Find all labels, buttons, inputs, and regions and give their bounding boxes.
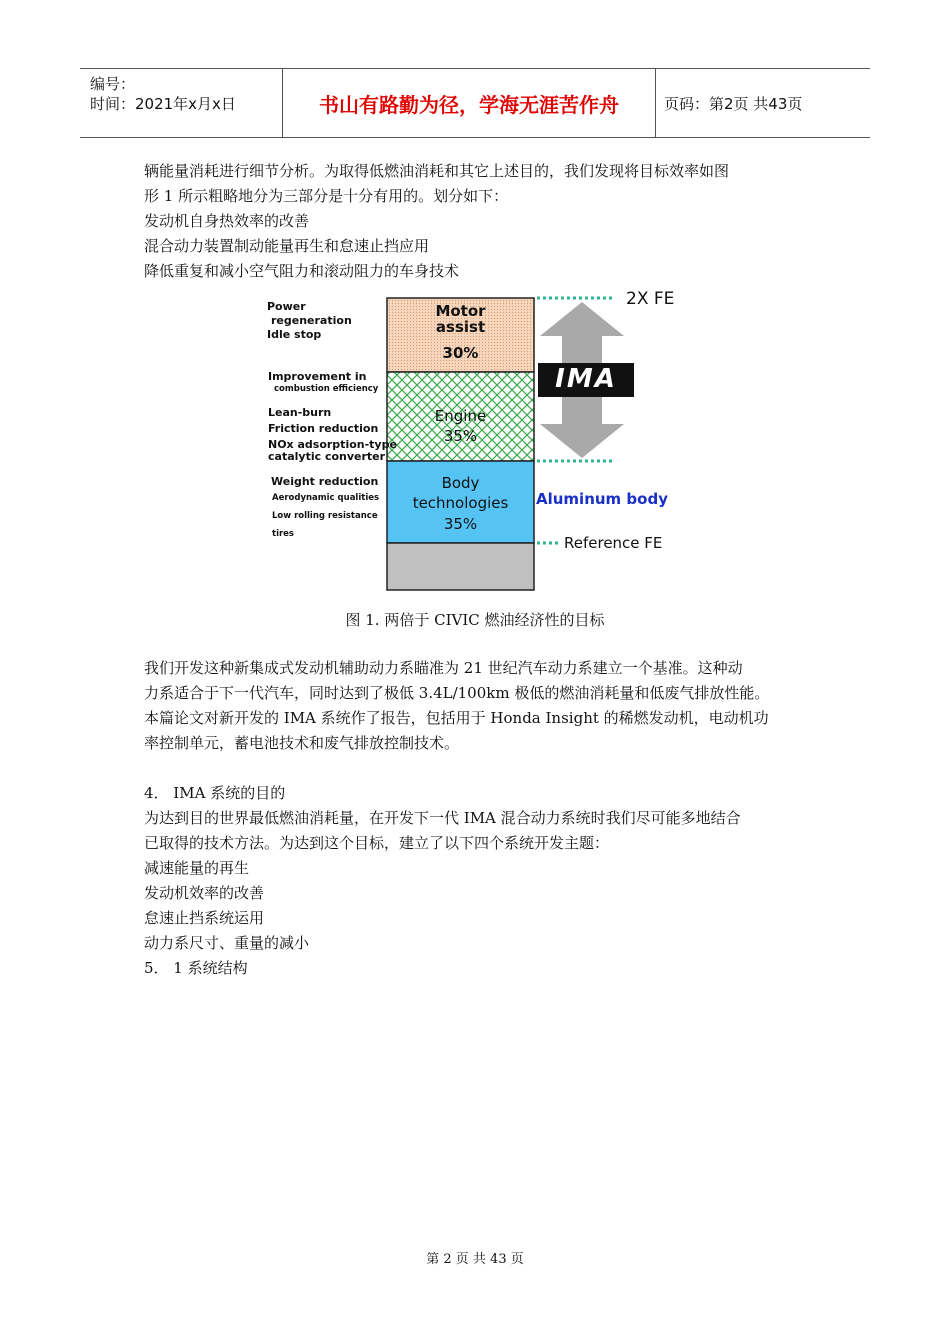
ima-logo: IMA <box>555 364 617 394</box>
left-label: Idle stop <box>267 328 322 341</box>
left-label: Weight reduction <box>271 475 379 488</box>
reference-fe-label: Reference FE <box>564 534 663 552</box>
base-segment <box>387 543 534 590</box>
engine-title: Engine <box>434 407 487 425</box>
section-heading: 5． 1 系统结构 <box>144 959 248 977</box>
left-label: Friction reduction <box>268 422 379 435</box>
intro-line: 发动机自身热效率的改善 <box>144 212 310 230</box>
aluminum-body-label: Aluminum body <box>536 490 668 508</box>
list-item: 发动机效率的改善 <box>144 884 265 902</box>
left-label: NOx adsorption-type <box>268 438 397 451</box>
body-line: 为达到目的世界最低燃油消耗量，在开发下一代 IMA 混合动力系统时我们尽可能多地结合 <box>144 809 741 827</box>
page-footer: 第 2 页 共 43 页 <box>426 1252 524 1267</box>
body-line: 本篇论文对新开发的 IMA 系统作了报告，包括用于 Honda Insight 的稀燃发动机，电动机功 <box>144 709 769 727</box>
left-label: catalytic converter <box>268 450 386 463</box>
intro-line: 降低重复和减小空气阻力和滚动阻力的车身技术 <box>144 262 460 280</box>
body-pct: 35% <box>443 515 478 533</box>
list-item: 动力系尺寸、重量的减小 <box>144 934 310 952</box>
left-label: regeneration <box>271 314 352 327</box>
page-header <box>80 68 870 138</box>
header-motto: 书山有路勤为径，学海无涯苦作舟 <box>283 69 656 137</box>
body-line: 已取得的技术方法。为达到这个目标，建立了以下四个系统开发主题： <box>144 834 610 852</box>
header-page-info: 页码：第2页 共43页 <box>664 95 803 113</box>
body-title: Body <box>441 474 480 492</box>
2x-fe-label: 2X FE <box>626 289 675 309</box>
figure-caption: 图 1. 两倍于 CIVIC 燃油经济性的目标 <box>345 611 605 629</box>
intro-line: 辆能量消耗进行细节分析。为取得低燃油消耗和其它上述目的，我们发现将目标效率如图 <box>144 162 730 180</box>
left-label: Lean-burn <box>268 406 332 419</box>
motor-pct: 30% <box>442 344 479 362</box>
left-label: Power <box>267 300 306 313</box>
header-left-cell <box>80 69 283 137</box>
intro-line: 形 1 所示粗略地分为三部分是十分有用的。划分如下： <box>144 187 509 205</box>
engine-pct: 35% <box>443 427 478 445</box>
left-label: Aerodynamic qualities <box>272 493 380 503</box>
left-label: tires <box>272 529 294 539</box>
section-heading: 4． IMA 系统的目的 <box>144 784 286 802</box>
motor-title: Motor <box>435 302 486 320</box>
left-label: combustion efficiency <box>274 384 379 394</box>
left-label: Improvement in <box>268 370 367 383</box>
doc-date: 时间：2021年x月x日 <box>90 95 236 113</box>
list-item: 减速能量的再生 <box>144 859 250 877</box>
body-line: 力系适合于下一代汽车，同时达到了极低 3.4L/100km 极低的燃油消耗量和低废气排放性能。 <box>144 684 770 702</box>
list-item: 怠速止挡系统运用 <box>144 909 265 927</box>
intro-line: 混合动力装置制动能量再生和怠速止挡应用 <box>144 237 430 255</box>
motor-title-2: assist <box>435 318 486 336</box>
fuel-economy-figure <box>262 290 702 595</box>
body-title-2: technologies <box>412 494 509 512</box>
doc-number-label: 编号： <box>90 75 136 93</box>
left-label: Low rolling resistance <box>272 511 378 521</box>
body-line: 我们开发这种新集成式发动机辅助动力系瞄准为 21 世纪汽车动力系建立一个基准。这种动 <box>144 659 743 677</box>
body-line: 率控制单元，蓄电池技术和废气排放控制技术。 <box>144 734 460 752</box>
